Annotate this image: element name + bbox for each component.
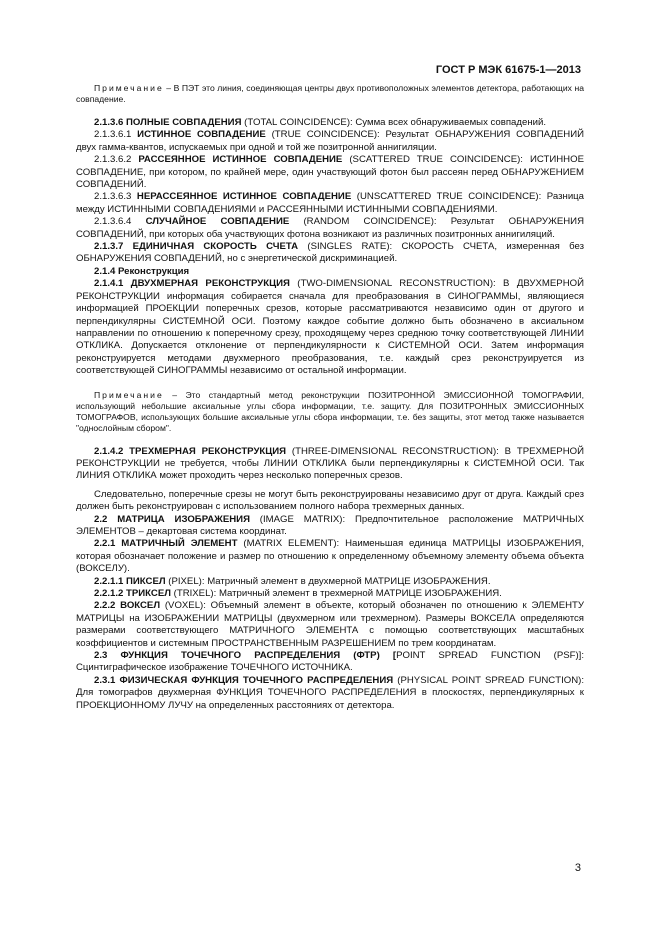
term: ИСТИННОЕ СОВПАДЕНИЕ <box>137 129 266 141</box>
section-number: 2.2.1 <box>94 538 116 550</box>
section-number: 2.3 <box>94 650 108 662</box>
section-number: 2.1.3.6.2 <box>94 154 132 166</box>
section-number: 2.1.3.6.1 <box>94 129 132 141</box>
term: ФУНКЦИЯ ТОЧЕЧНОГО РАСПРЕДЕЛЕНИЯ (ФТР) [ <box>120 650 397 662</box>
definition-paragraph <box>76 514 584 539</box>
section-number: 2.2 <box>94 513 108 525</box>
definition-text: (THREE-DIMENSIONAL RECONSTRUCTION): В ТРЕХМЕРНОЙ РЕКОНСТРУКЦИИ не требуется, чтобы ЛИНИИ ОТКЛИКА были перпендикулярны к СИСТЕМНОЙ ОСИ. Так ЛИНИЯ ОТКЛИКА может проходить через несколько поперечных срезов. <box>76 445 584 482</box>
section-number: 2.2.2 <box>94 600 116 612</box>
note-paragraph <box>76 83 584 105</box>
term: ПИКСЕЛ <box>126 575 166 587</box>
definition-text: (TWO-DIMENSIONAL RECONSTRUCTION): В ДВУХМЕРНОЙ РЕКОНСТРУКЦИИ информация собирается сначала для преобразования в СИНОГРАММЫ, являющиеся информацией ПРОЕКЦИИ поперечных срезов, которые рассматриваются независимо один от другого и перпендикулярны СИСТЕМНОЙ ОСИ. Поэтому каждое событие должно быть обозначено в аксиальном направлении по отношению к поперечному срезу, проходящему через среднюю точку соответствующей ЛИНИИ ОТКЛИКА. Допускается отклонение от перпендикулярности к СИСТЕМНОЙ ОСИ. Затем информация реконструируется методами двухмерного преобразования, т.е. каждый срез реконструируется из соответствующей СИНОГРАММЫ независимо от остальной информации. <box>76 278 584 377</box>
term: ТРЕХМЕРНАЯ РЕКОНСТРУКЦИЯ <box>129 445 287 457</box>
document-header: ГОСТ Р МЭК 61675-1—2013 <box>435 64 581 76</box>
definition-paragraph <box>76 446 584 483</box>
section-number: 2.1.3.7 <box>94 241 124 253</box>
definition-paragraph <box>76 675 584 712</box>
term: МАТРИЧНЫЙ ЭЛЕМЕНТ <box>121 538 238 550</box>
section-number: 2.3.1 <box>94 674 116 686</box>
note-text: – Это стандартный метод реконструкции ПОЗИТРОННОЙ ЭМИССИОННОЙ ТОМОГРАФИИ, использующий небольшие аксиальные углы сбора информации, т.е. защиту. Для ПОЗИТРОННЫХ ЭМИССИОННЫХ ТОМОГРАФОВ, использующих большие аксиальные углы сбора информации, т.е. без защиты, этот метод также называется "однослойным сбором". <box>76 389 584 433</box>
definition-text: (PIXEL): Матричный элемент в двухмерной МАТРИЦЕ ИЗОБРАЖЕНИЯ. <box>165 575 491 587</box>
note-text: – В ПЭТ это линия, соединяющая центры двух противоположных элементов детектора, работающих на совпадение. <box>76 83 584 104</box>
definition-paragraph <box>76 600 584 650</box>
section-number: 2.2.1.2 <box>94 588 124 599</box>
definition-paragraph <box>76 650 584 675</box>
note-label: Примечание <box>94 389 164 400</box>
definition-text: POINT SPREAD FUNCTION (PSF)]: Сцинтиграфическое изображение ТОЧЕЧНОГО ИСТОЧНИКА. <box>76 650 585 674</box>
definition-text: (RANDOM COINCIDENCE): Результат ОБНАРУЖЕНИЯ СОВПАДЕНИЙ, при которых оба участвующих фотона возникают из различных позитронных аннигиляций. <box>76 216 585 240</box>
definition-paragraph <box>76 154 584 191</box>
definition-text: (MATRIX ELEMENT): Наименьшая единица МАТРИЦЫ ИЗОБРАЖЕНИЯ, которая обозначает положение и размер по отношению к определенному объемному элементу объема объекта (ВОКСЕЛУ). <box>76 538 584 575</box>
term: ЕДИНИЧНАЯ СКОРОСТЬ СЧЕТА <box>132 241 299 253</box>
section-number: 2.1.4.1 <box>94 278 124 290</box>
definition-paragraph <box>76 278 584 377</box>
term: РАССЕЯННОЕ ИСТИННОЕ СОВПАДЕНИЕ <box>138 154 343 166</box>
definition-paragraph <box>76 216 584 241</box>
section-number: 2.1.3.6 <box>94 117 124 128</box>
body-paragraph <box>76 489 584 514</box>
definition-paragraph <box>76 588 584 600</box>
definition-text: (UNSCATTERED TRUE COINCIDENCE): Разница между ИСТИННЫМИ СОВПАДЕНИЯМИ и РАССЕЯННЫМИ ИСТИННЫМИ СОВПАДЕНИЯМИ. <box>76 191 585 215</box>
definition-paragraph <box>76 576 584 588</box>
note-label: Примечание <box>94 83 164 93</box>
definition-paragraph <box>76 241 584 266</box>
definition-text: (TOTAL COINCIDENCE): Сумма всех обнаруживаемых совпадений. <box>241 117 547 128</box>
term: НЕРАССЕЯННОЕ ИСТИННОЕ СОВПАДЕНИЕ <box>136 191 352 203</box>
term: МАТРИЦА ИЗОБРАЖЕНИЯ <box>117 513 250 525</box>
section-number: 2.1.3.6.4 <box>94 216 132 228</box>
term: СЛУЧАЙНОЕ СОВПАДЕНИЕ <box>145 216 290 228</box>
definition-text: (TRIXEL): Матричный элемент в трехмерной МАТРИЦЕ ИЗОБРАЖЕНИЯ. <box>170 588 502 599</box>
definition-text: (SINGLES RATE): СКОРОСТЬ СЧЕТА, измеренная без ОБНАРУЖЕНИЯ СОВПАДЕНИЙ, но с энергетической дискриминацией. <box>76 241 584 265</box>
section-number: 2.1.4.2 <box>94 445 124 457</box>
term: ДВУХМЕРНАЯ РЕКОНСТРУКЦИЯ <box>130 278 290 290</box>
term: ФИЗИЧЕСКАЯ ФУНКЦИЯ ТОЧЕЧНОГО РАСПРЕДЕЛЕНИЯ <box>119 674 394 686</box>
definition-text: (PHYSICAL POINT SPREAD FUNCTION): Для томографов двухмерная ФУНКЦИЯ ТОЧЕЧНОГО РАСПРЕДЕЛЕНИЯ в плоскостях, перпендикулярных к ПРОЕКЦИОННОМУ ЛУЧУ на определенных расстояниях от детектора. <box>76 674 585 711</box>
definition-text: (TRUE COINCIDENCE): Результат ОБНАРУЖЕНИЯ СОВПАДЕНИЙ двух гамма-квантов, испускаемых при одной и той же позитронной аннигиляции. <box>76 129 584 153</box>
page-number: 3 <box>574 862 581 874</box>
definition-text: (VOXEL): Объемный элемент в объекте, который обозначен по отношению к ЭЛЕМЕНТУ МАТРИЦЫ на ИЗОБРАЖЕНИИ МАТРИЦЫ (двухмерном или трехмерном). Размеры ВОКСЕЛА определяются размерами соответствующего МАТРИЧНОГО ЭЛЕМЕНТА с помощью соответствующих масштабных коэффициентов и системным ПРОСТРАНСТВЕННЫМ РАЗРЕШЕНИЕМ по трем координатам. <box>76 600 584 649</box>
definition-paragraph <box>76 191 584 216</box>
definition-text: (IMAGE MATRIX): Предпочтительное расположение МАТРИЧНЫХ ЭЛЕМЕНТОВ – декартовая система координат. <box>76 513 585 537</box>
definition-paragraph <box>76 117 584 129</box>
term: ТРИКСЕЛ <box>126 588 171 599</box>
term: ВОКСЕЛ <box>120 600 161 612</box>
definition-paragraph <box>76 538 584 575</box>
paragraph-text: Следовательно, поперечные срезы не могут быть реконструированы независимо друг от друга. Каждый срез должен быть реконструирован с использованием полного набора трехмерных данных. <box>76 488 584 513</box>
document-body <box>76 83 584 712</box>
section-number: 2.1.3.6.3 <box>94 191 132 203</box>
section-number: 2.2.1.1 <box>94 575 124 587</box>
section-heading <box>76 266 584 278</box>
definition-text: (SCATTERED TRUE COINCIDENCE): ИСТИННОЕ СОВПАДЕНИЕ, при котором, по крайней мере, один участвующий фотон был рассеян перед ОБНАРУЖЕНИЕМ СОВПАДЕНИЙ. <box>76 154 584 191</box>
definition-paragraph <box>76 129 584 154</box>
section-heading-text: 2.1.4 Реконструкция <box>94 265 190 277</box>
term: ПОЛНЫЕ СОВПАДЕНИЯ <box>126 117 242 128</box>
note-paragraph <box>76 390 584 434</box>
